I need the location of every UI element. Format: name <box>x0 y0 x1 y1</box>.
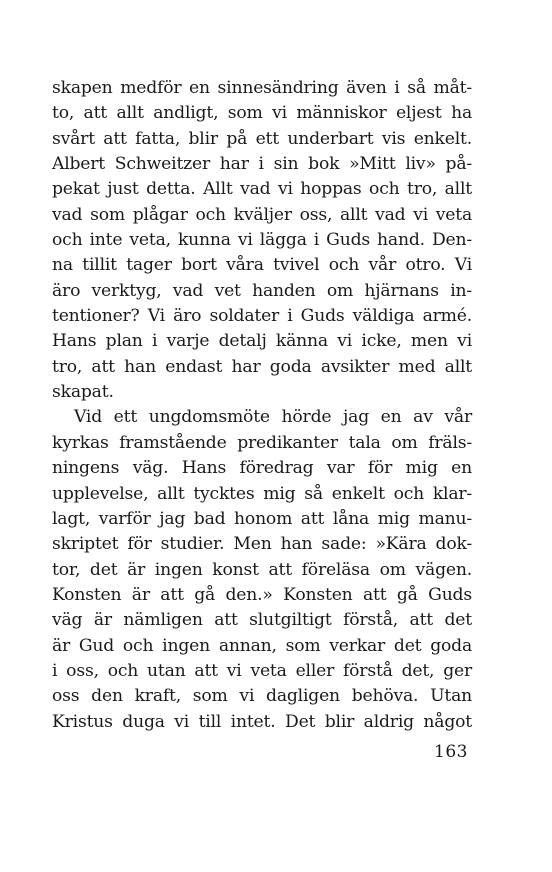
text-line: ningens väg. Hans föredrag var för mig en <box>52 458 472 479</box>
text-line: vad som plågar och kväljer oss, allt vad vi veta <box>52 204 472 225</box>
text-line: kyrkas framstående predikanter tala om fräls- <box>52 432 472 453</box>
text-line: skapen medför en sinnesändring även i så måt- <box>52 78 472 98</box>
text-line: upplevelse, allt tycktes mig så enkelt och klar- <box>52 483 472 504</box>
text-line: pekat just detta. Allt vad vi hoppas och tro, allt <box>52 179 472 200</box>
body-text <box>52 76 472 735</box>
paragraph-end-line: skapat. <box>52 382 114 403</box>
text-line: to, att allt andligt, som vi människor eljest ha <box>52 103 472 124</box>
text-line: oss den kraft, som vi dagligen behöva. Utan <box>52 686 472 707</box>
text-line: väg är nämligen att slutgiltigt förstå, att det <box>52 610 472 631</box>
text-line: lagt, varför jag bad honom att låna mig manu- <box>52 508 472 529</box>
text-line: Kristus duga vi till intet. Det blir aldrig något <box>52 711 472 732</box>
text-line: i oss, och utan att vi veta eller förstå det, ger <box>52 660 472 681</box>
text-line: Konsten är att gå den.» Konsten att gå Guds <box>52 584 472 605</box>
text-line: skriptet för studier. Men han sade: »Kära dok- <box>52 534 472 555</box>
text-line: tentioner? Vi äro soldater i Guds väldiga armé. <box>52 306 472 327</box>
text-line: äro verktyg, vad vet handen om hjärnans in- <box>52 280 472 301</box>
text-line: svårt att fatta, blir på ett underbart vis enkelt. <box>52 128 472 149</box>
text-line: Albert Schweitzer har i sin bok »Mitt liv» på- <box>52 154 472 175</box>
paragraph-first-line: Vid ett ungdomsmöte hörde jag en av vår <box>74 407 472 428</box>
text-line: tor, det är ingen konst att föreläsa om vägen. <box>52 559 472 580</box>
text-line: tro, att han endast har goda avsikter med allt <box>52 356 472 377</box>
text-line: Hans plan i varje detalj känna vi icke, men vi <box>52 331 472 352</box>
page-number: 163 <box>434 742 468 762</box>
text-line: och inte veta, kunna vi lägga i Guds hand. Den- <box>52 230 472 251</box>
text-line: är Gud och ingen annan, som verkar det goda <box>52 635 472 656</box>
text-line: na tillit tager bort våra tvivel och vår otro. Vi <box>52 255 472 276</box>
